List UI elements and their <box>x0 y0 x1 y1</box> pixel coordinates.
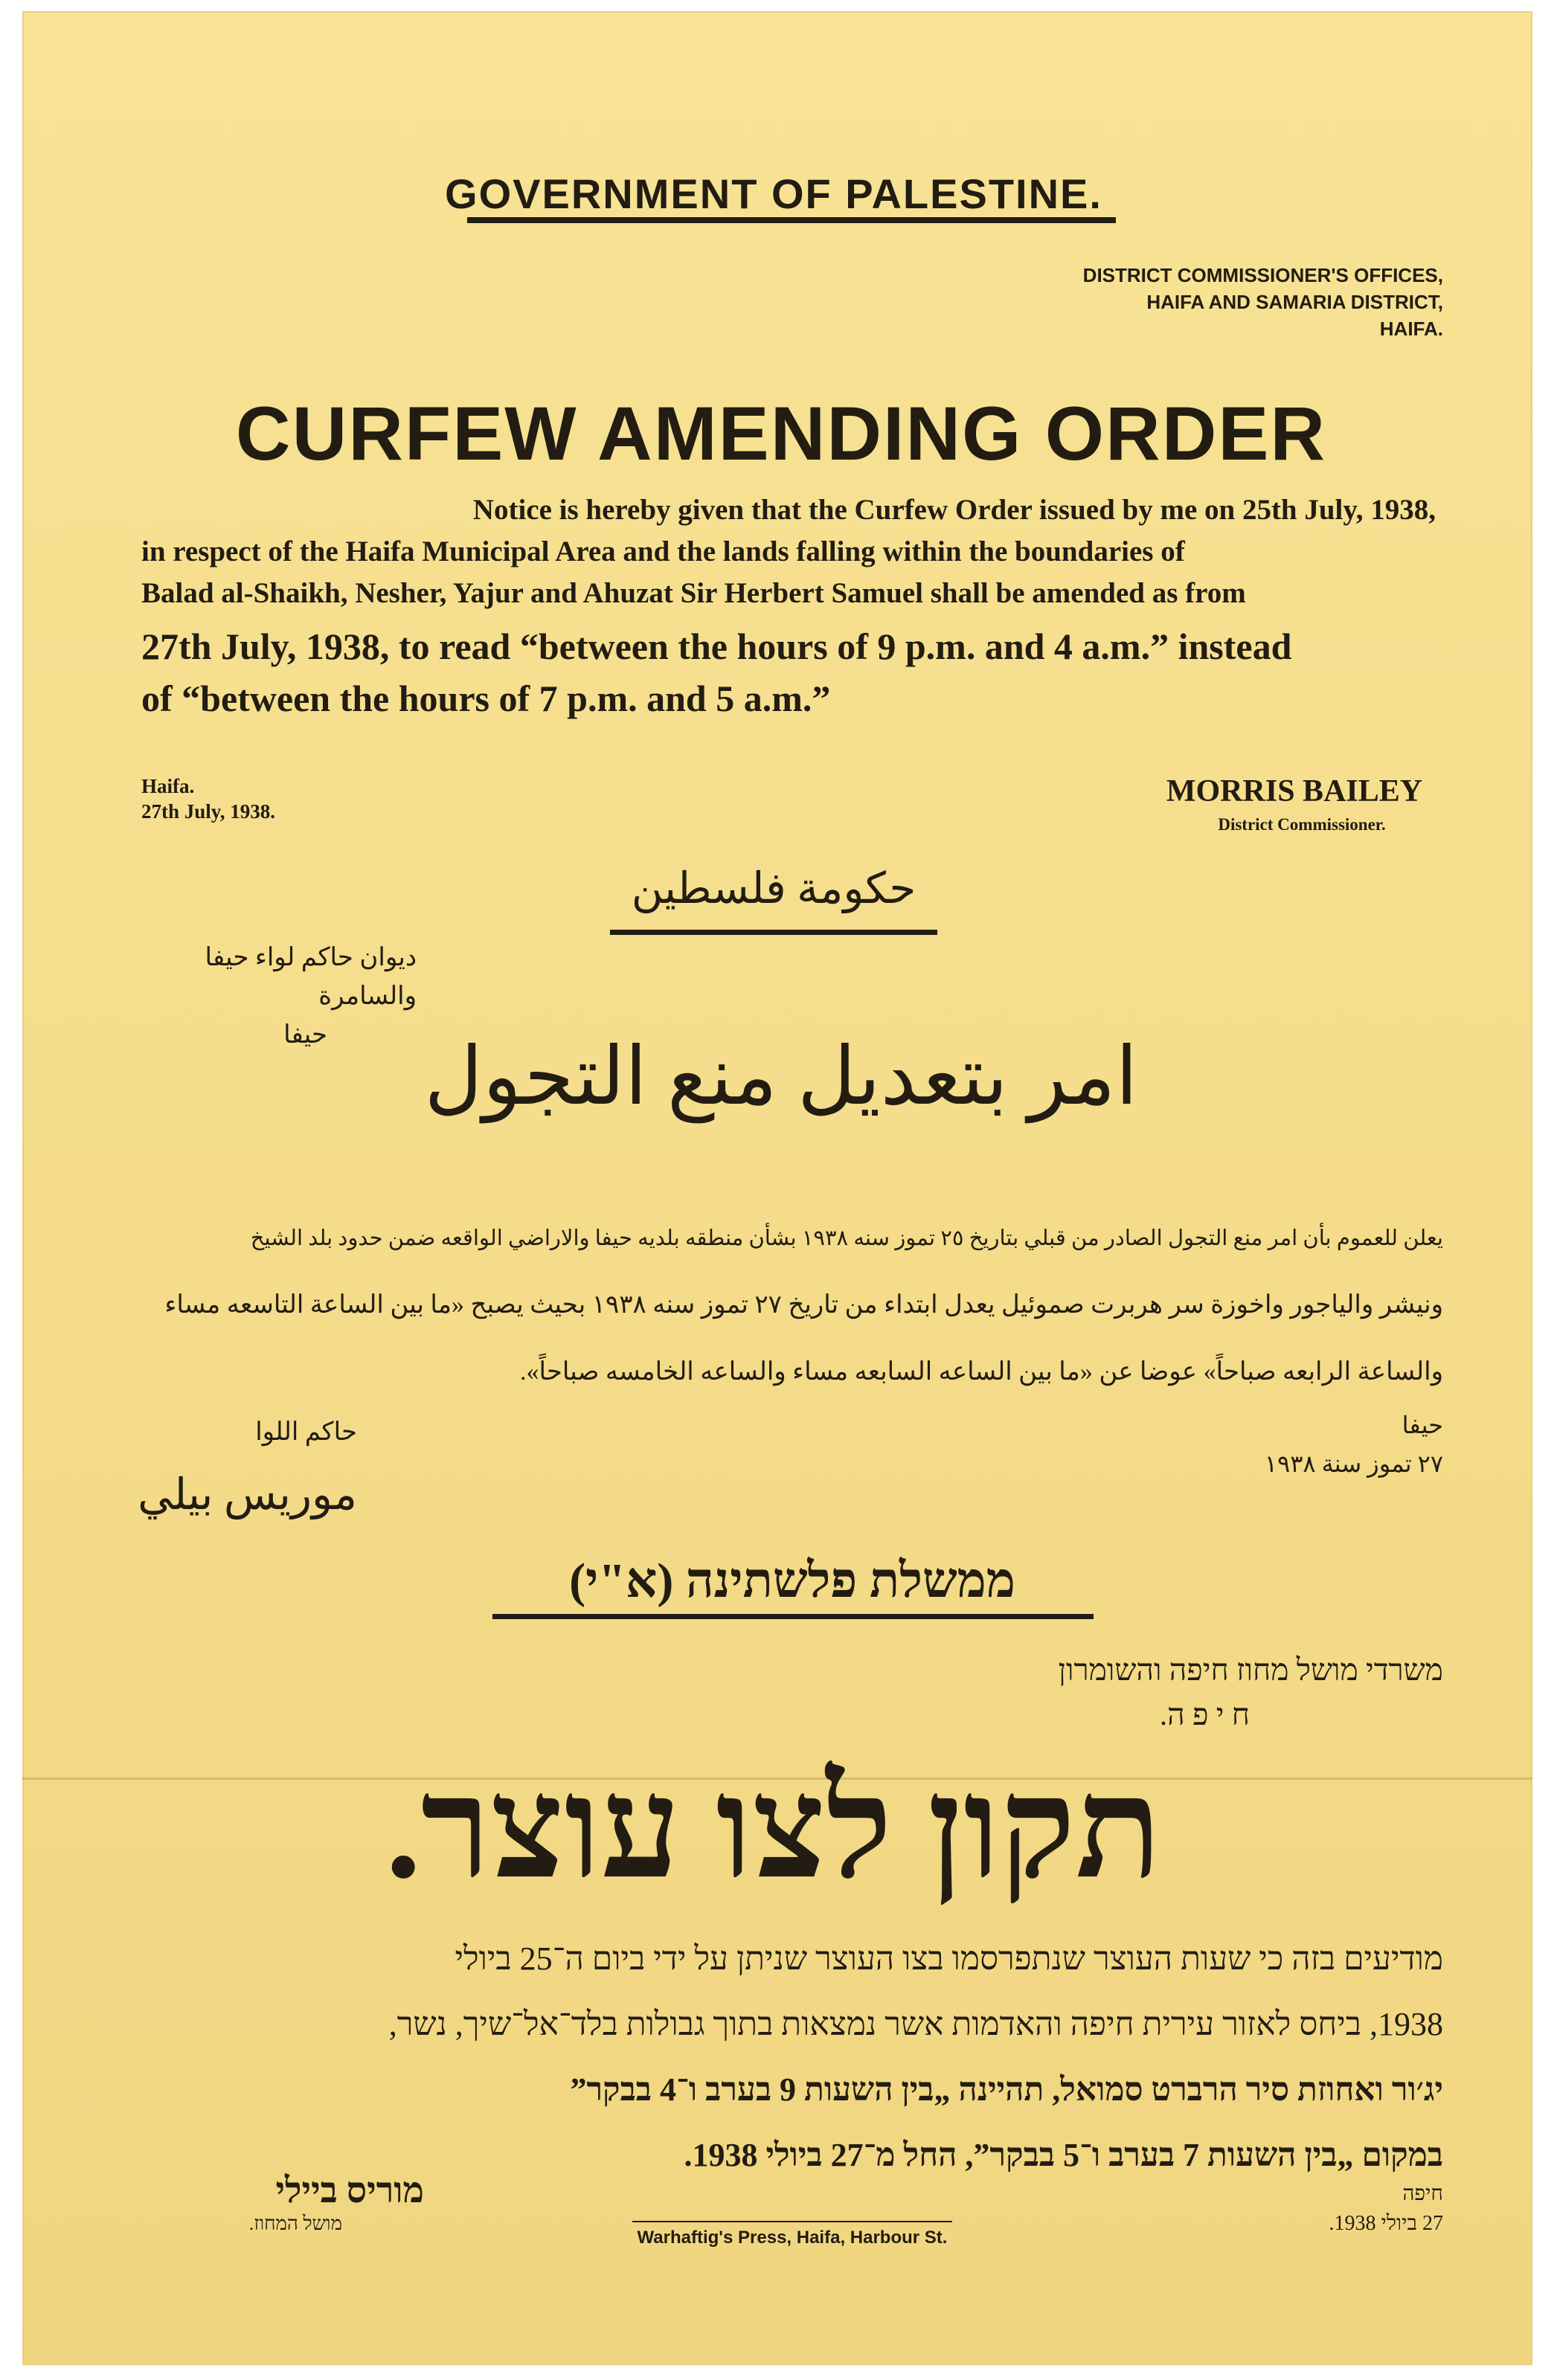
office-line: ديوان حاكم لواء حيفا والسامرة <box>205 944 417 1010</box>
body-line: מודיעים בזה כי שעות העוצר שנתפרסמו בצו העוצר שניתן על ידי ביום ה־25 ביולי <box>455 1940 1443 1977</box>
body-line: والساعة الرابعه صباحاً» عوضا عن «ما بين الساعه السابعه مساء والساعه الخامسه صباحاً». <box>520 1358 1443 1386</box>
body-line: يعلن للعموم بأن امر منع التجول الصادر من قبلي بتاريخ ٢٥ تموز سنه ١٩٣٨ بشأن منطقه بلديه حيفا والاراضي الواقعه ضمن حدود بلد الشيخ <box>250 1226 1443 1250</box>
office-line: DISTRICT COMMISSIONER'S OFFICES, <box>1082 264 1443 286</box>
body-line: Notice is hereby given that the Curfew Order issued by me on 25th July, 1938, <box>472 494 1436 526</box>
body-line: ونيشر والياجور واخوزة سر هربرت صموئيل يعدل ابتداء من تاريخ ٢٧ تموز سنه ١٩٣٨ بحيث يصبح «ما بين الساعة التاسعه مساء <box>164 1291 1443 1319</box>
arabic-heading-underline <box>610 930 937 935</box>
office-line: ח י פ ה. <box>1159 1697 1250 1731</box>
hebrew-place: חיפה <box>1402 2182 1443 2205</box>
arabic-notice-body <box>134 1205 1443 1406</box>
english-heading-underline <box>467 217 1116 223</box>
body-line: 1938, ביחס לאזור עירית חיפה והאדמות אשר נמצאות בתוך גבולות בלד־אל־שיך, נשר, <box>388 2006 1443 2042</box>
office-line: حيفا <box>283 1021 327 1049</box>
hebrew-date: 27 ביולי 1938. <box>1329 2212 1443 2235</box>
arabic-signatory: موريس بيلي <box>138 1470 357 1519</box>
english-notice-body <box>141 489 1436 724</box>
hebrew-notice-body <box>126 1926 1443 2188</box>
english-place-date <box>141 774 275 824</box>
hebrew-signatory-title: מושל המחוז. <box>248 2213 342 2234</box>
arabic-place: حيفا <box>1402 1412 1443 1438</box>
arabic-date: ٢٧ تموز سنة ١٩٣٨ <box>1264 1450 1443 1477</box>
english-place: Haifa. <box>141 775 195 797</box>
body-line: Balad al-Shaikh, Nesher, Yajur and Ahuzat Sir Herbert Samuel shall be amended as from <box>141 577 1246 609</box>
english-signatory-title: District Commissioner. <box>1218 815 1386 834</box>
hebrew-title: תקון לצו עוצר. <box>385 1752 1162 1908</box>
arabic-government-heading: حكومة فلسطين <box>631 864 916 913</box>
printer-rule <box>632 2221 952 2222</box>
arabic-signatory-title: حاكم اللوا <box>255 1418 357 1446</box>
printer-credit: Warhaftig's Press, Haifa, Harbour St. <box>637 2228 948 2248</box>
body-line: יג׳ור ואחוזת סיר הרברט סמואל, תהיינה „בין השעות 9 בערב ו־4 בבקר” <box>570 2071 1443 2108</box>
office-line: HAIFA. <box>1379 318 1443 340</box>
arabic-title: امر بتعديل منع التجول <box>424 1033 1138 1122</box>
office-line: משרדי מושל מחוז חיפה והשומרון <box>1058 1653 1443 1687</box>
english-signatory: MORRIS BAILEY <box>1166 774 1423 808</box>
body-line: במקום „בין השעות 7 בערב ו־5 בבקר”, החל מ־27 ביולי 1938. <box>684 2137 1443 2173</box>
office-line: HAIFA AND SAMARIA DISTRICT, <box>1146 291 1443 313</box>
english-date: 27th July, 1938. <box>141 800 276 823</box>
arabic-place-date <box>1205 1406 1443 1483</box>
hebrew-office-block <box>893 1647 1443 1737</box>
english-title: CURFEW AMENDING ORDER <box>235 391 1327 476</box>
body-line: in respect of the Haifa Municipal Area and the lands falling within the boundaries of <box>141 536 1185 567</box>
english-office-block <box>967 262 1443 342</box>
hebrew-signatory: מוריס ביילי <box>275 2171 424 2210</box>
body-line: 27th July, 1938, to read “between the hours of 9 p.m. and 4 a.m.” instead <box>141 625 1292 667</box>
body-line: of “between the hours of 7 p.m. and 5 a.m.” <box>141 678 831 719</box>
hebrew-heading-underline <box>492 1614 1094 1619</box>
hebrew-place-date <box>1220 2179 1443 2239</box>
english-government-heading: GOVERNMENT OF PALESTINE. <box>445 170 1102 217</box>
hebrew-government-heading: ממשלת פלשתינה (א"י) <box>569 1554 1015 1608</box>
